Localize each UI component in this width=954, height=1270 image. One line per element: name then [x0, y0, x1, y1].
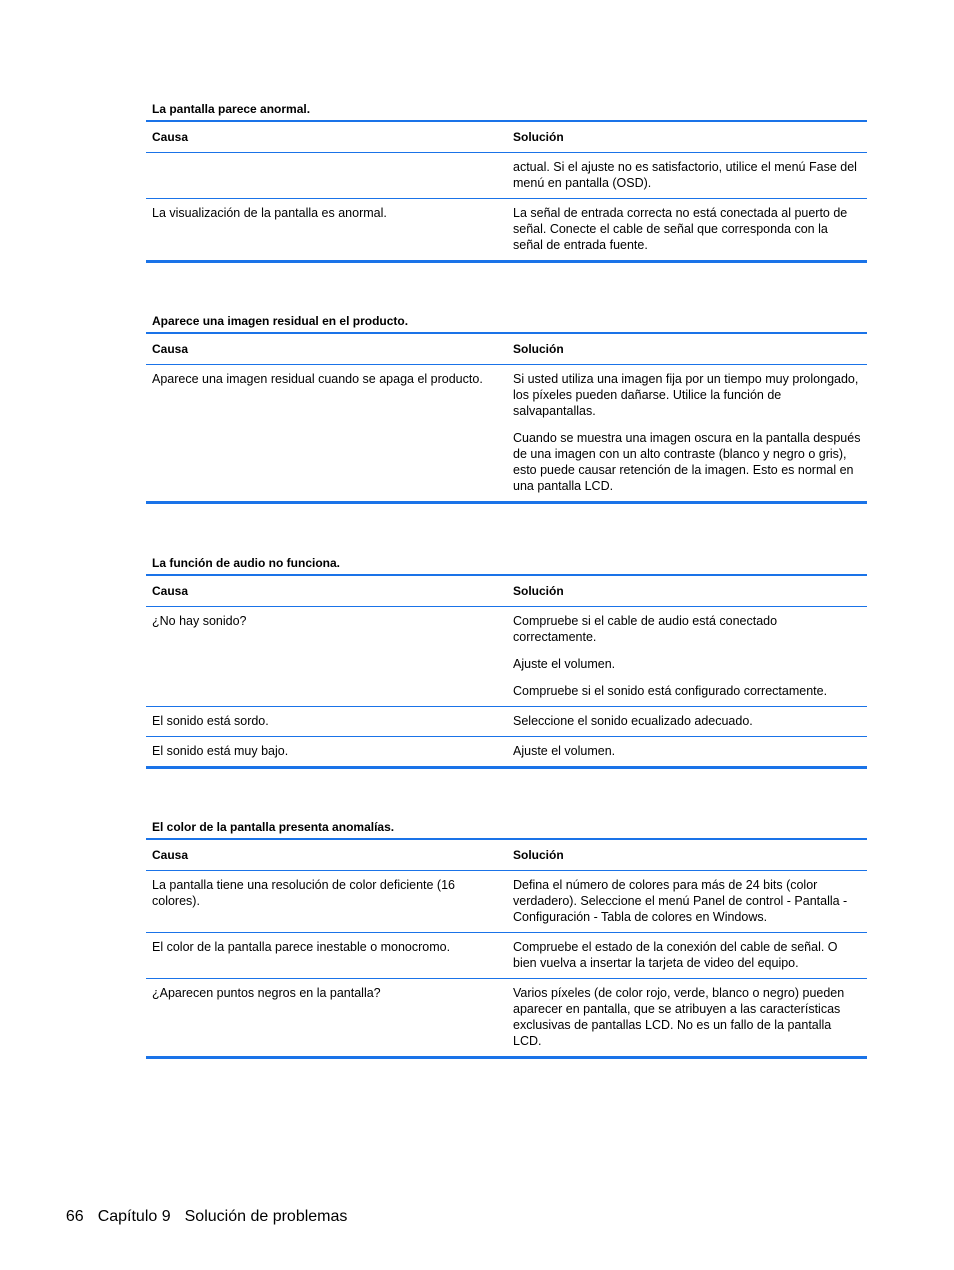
header-cause: Causa	[146, 333, 507, 365]
section-title: Aparece una imagen residual en el producto.	[152, 314, 409, 328]
solution-cell	[507, 199, 867, 262]
table-row	[146, 933, 867, 979]
solution-text: Compruebe el estado de la conexión del cable de señal. O bien vuelva a insertar la tarjeta de video del equipo.	[513, 940, 838, 970]
page-footer	[57, 1190, 361, 1226]
solution-text: Cuando se muestra una imagen oscura en la pantalla después de una imagen con un alto contraste (blanco y negro o gris), esto puede causar retención de la imagen. Esto es normal en una pantalla LCD.	[513, 431, 861, 493]
cause-cell: La visualización de la pantalla es anormal.	[146, 199, 507, 262]
solution-cell	[507, 607, 867, 707]
table-row	[146, 199, 867, 262]
header-solution: Solución	[507, 121, 867, 153]
section-residual-image	[146, 314, 867, 504]
cause-cell: El sonido está muy bajo.	[146, 737, 507, 768]
solution-text: Si usted utiliza una imagen fija por un tiempo muy prolongado, los píxeles pueden dañarse. Utilice la función de salvapantallas.	[513, 372, 859, 418]
troubleshoot-table	[146, 574, 867, 769]
cause-cell: El sonido está sordo.	[146, 707, 507, 737]
solution-cell	[507, 979, 867, 1058]
table-row	[146, 607, 867, 707]
header-solution: Solución	[507, 839, 867, 871]
cause-cell	[146, 153, 507, 199]
solution-text: Varios píxeles (de color rojo, verde, blanco o negro) pueden aparecer en pantalla, que se atribuyen a las características exclusivas de pantallas LCD. No es un fallo de la pantalla LCD.	[513, 986, 845, 1048]
table-row	[146, 707, 867, 737]
solution-cell	[507, 153, 867, 199]
solution-text: Ajuste el volumen.	[513, 744, 616, 758]
section-audio	[146, 556, 867, 769]
cause-cell: Aparece una imagen residual cuando se apaga el producto.	[146, 365, 507, 503]
solution-cell	[507, 707, 867, 737]
solution-cell	[507, 933, 867, 979]
solution-cell	[507, 737, 867, 768]
chapter-label: Capítulo 9	[97, 1208, 171, 1225]
section-title: La función de audio no funciona.	[152, 556, 340, 570]
solution-text: Seleccione el sonido ecualizado adecuado.	[513, 714, 753, 728]
cause-cell: El color de la pantalla parece inestable o monocromo.	[146, 933, 507, 979]
solution-text: Ajuste el volumen.	[513, 657, 616, 671]
header-solution: Solución	[507, 575, 867, 607]
solution-text: La señal de entrada correcta no está conectada al puerto de señal. Conecte el cable de señal que corresponda con la señal de entrada fuente.	[513, 206, 848, 252]
section-title: La pantalla parece anormal.	[152, 102, 311, 116]
header-cause: Causa	[146, 839, 507, 871]
troubleshoot-table	[146, 120, 867, 263]
cause-cell: La pantalla tiene una resolución de color deficiente (16 colores).	[146, 871, 507, 933]
table-row	[146, 871, 867, 933]
header-cause: Causa	[146, 575, 507, 607]
page-number: 66	[65, 1208, 84, 1225]
header-solution: Solución	[507, 333, 867, 365]
chapter-title: Solución de problemas	[184, 1208, 348, 1225]
solution-text: Compruebe si el sonido está configurado correctamente.	[513, 684, 828, 698]
cause-cell: ¿No hay sonido?	[146, 607, 507, 707]
cause-cell: ¿Aparecen puntos negros en la pantalla?	[146, 979, 507, 1058]
solution-text: Compruebe si el cable de audio está conectado correctamente.	[513, 614, 778, 644]
section-title: El color de la pantalla presenta anomalías.	[152, 820, 395, 834]
troubleshoot-table	[146, 838, 867, 1059]
troubleshoot-table	[146, 332, 867, 504]
solution-text: Defina el número de colores para más de 24 bits (color verdadero). Seleccione el menú Panel de control - Pantalla - Configuración - Tabla de colores en Windows.	[513, 878, 848, 924]
solution-cell	[507, 871, 867, 933]
solution-cell	[507, 365, 867, 503]
solution-text: actual. Si el ajuste no es satisfactorio, utilice el menú Fase del menú en pantalla (OSD).	[513, 160, 857, 190]
table-row	[146, 979, 867, 1058]
table-row	[146, 153, 867, 199]
table-row	[146, 365, 867, 503]
section-color	[146, 820, 867, 1059]
header-cause: Causa	[146, 121, 507, 153]
section-display-abnormal	[146, 102, 867, 263]
table-row	[146, 737, 867, 768]
